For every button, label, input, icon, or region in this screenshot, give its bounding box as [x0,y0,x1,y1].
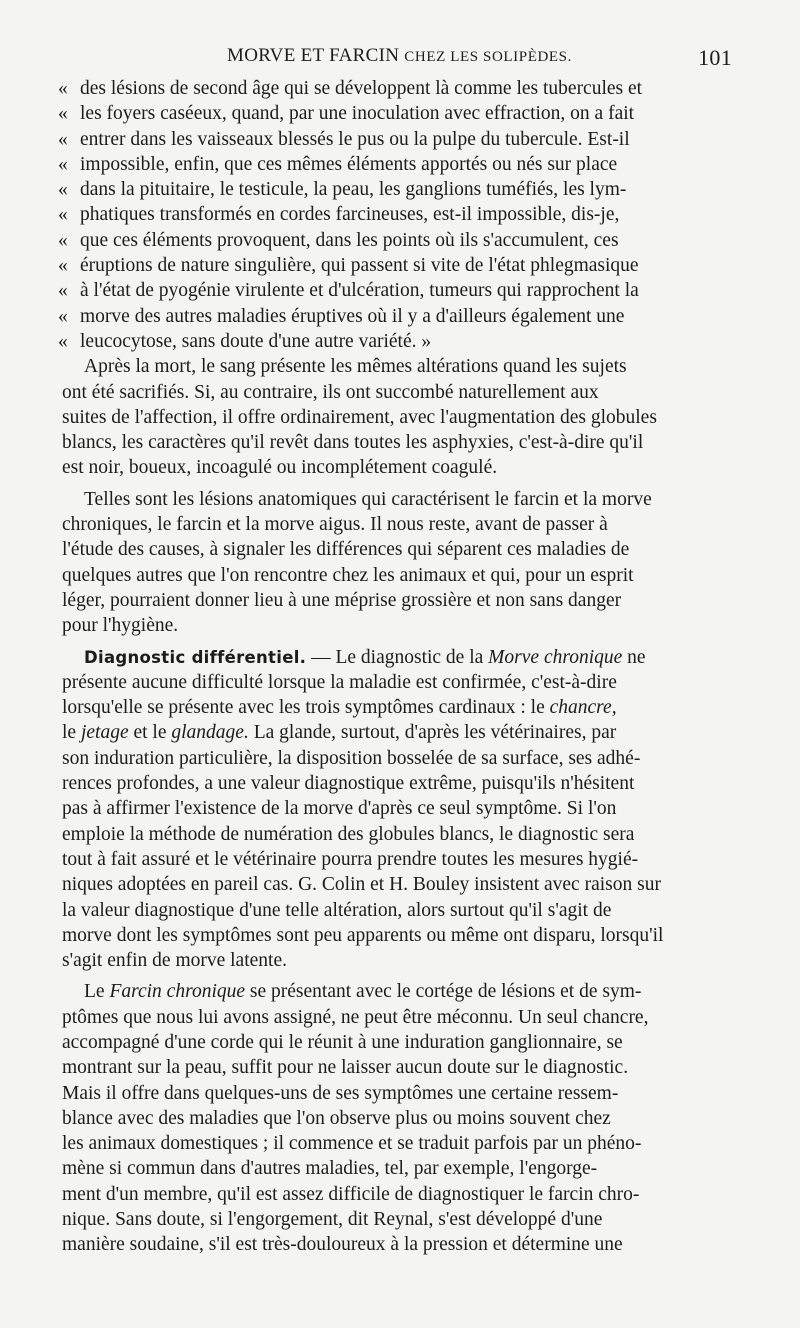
text-line: tout à fait assuré et le vétérinaire pourra prendre toutes les mesures hygié- [62,848,639,870]
quote-mark: « [58,204,68,226]
italic-term: chancre, [549,697,617,719]
text-line: Mais il offre dans quelques-uns de ses symptômes une certaine ressem- [62,1082,619,1104]
quote-line [58,177,732,202]
italic-term: Morve chronique [488,646,623,668]
quote-mark: « [58,229,68,251]
text-span: La glande, surtout, d'après les vétérinaires, par [248,722,617,744]
quote-text: des lésions de second âge qui se développent là comme les tubercules et [80,78,643,99]
quote-text: que ces éléments provoquent, dans les points où ils s'accumulent, ces [80,229,619,251]
quote-line [58,127,732,152]
text-line [62,720,732,745]
text-line: la valeur diagnostique d'une telle altération, alors surtout qu'il s'agit de [62,899,612,921]
text-line: emploie la méthode de numération des globules blancs, le diagnostic sera [62,823,635,845]
header-title-main: MORVE ET FARCIN [227,45,400,66]
italic-term: jetage [80,722,129,744]
text-line: mène si commun dans d'autres maladies, tel, par exemple, l'engorge- [62,1158,598,1180]
text-line [62,695,732,720]
text-line: accompagné d'une corde qui le réunit à une induration ganglionnaire, se [62,1031,623,1053]
text-span: et le [128,722,172,744]
text-line [62,979,732,1004]
text-line: son induration particulière, la disposition bosselée de sa surface, ses adhé- [62,747,641,769]
quote-mark: « [58,103,68,125]
quote-line [58,76,732,101]
text-span: — Le diagnostic de la [306,646,489,668]
text-line: présente aucune difficulté lorsque la maladie est confirmée, c'est-à-dire [62,671,617,693]
quote-text: morve des autres maladies éruptives où il y a d'ailleurs également une [80,305,625,327]
paragraph-farcin [62,979,732,1257]
quote-text: les foyers caséeux, quand, par une inoculation avec effraction, on a fait [80,103,635,125]
text-line: s'agit enfin de morve latente. [62,950,287,972]
quote-line [58,278,732,303]
quote-text: à l'état de pyogénie virulente et d'ulcération, tumeurs qui rapprochent la [80,280,639,302]
text-line: chroniques, le farcin et la morve aigus. Il nous reste, avant de passer à [62,514,608,536]
page-number: 101 [698,45,732,70]
text-span: le [62,722,81,744]
header-title-small: CHEZ LES SOLIPÈDES. [404,49,572,65]
text-line: ptômes que nous lui avons assigné, ne peut être méconnu. Un seul chancre, [62,1006,649,1028]
quote-mark: « [58,255,68,277]
quote-text: dans la pituitaire, le testicule, la peau, les ganglions tuméfiés, les lym- [80,179,627,201]
quote-mark: « [58,330,68,352]
quote-line [58,228,732,253]
quote-line [58,304,732,329]
text-line: rences profondes, a une valeur diagnostique extrême, puisqu'ils n'hésitent [62,773,635,795]
diagnostic-rest [62,746,732,974]
quote-text: phatiques transformés en cordes farcineuses, est-il impossible, dis-je, [80,204,620,226]
quote-mark: « [58,153,68,175]
italic-term: Farcin chronique [109,981,246,1003]
quote-mark: « [58,128,68,150]
italic-term: glandage. [171,722,249,744]
text-line: pas à affirmer l'existence de la morve d'après ce seul symptôme. Si l'on [62,798,617,820]
section-heading: Diagnostic différentiel. [84,647,307,667]
text-line: pour l'hygiène. [62,615,179,637]
quote-text: éruptions de nature singulière, qui passent si vite de l'état phlegmasique [80,255,639,277]
text-span: ne [622,646,646,668]
quote-mark: « [58,78,68,99]
text-line: Telles sont les lésions anatomiques qui caractérisent le farcin et la morve [84,488,652,510]
running-header [62,45,732,73]
header-title [227,45,572,67]
text-line: suites de l'affection, il offre ordinairement, avec l'augmentation des globules [62,406,657,428]
quote-line [58,202,732,227]
text-line: léger, pourraient donner lieu à une méprise grossière et non sans danger [62,589,622,611]
text-span: lorsqu'elle se présente avec les trois symptômes cardinaux : le [62,697,550,719]
quote-line [58,329,732,354]
text-line [62,645,732,670]
quote-mark: « [58,179,68,201]
text-line: ont été sacrifiés. Si, au contraire, ils ont succombé naturellement aux [62,381,599,403]
text-line: manière soudaine, s'il est très-douloureux à la pression et détermine une [62,1234,623,1256]
text-line: blance avec des maladies que l'on observe plus ou moins souvent chez [62,1107,611,1129]
quote-mark: « [58,305,68,327]
quote-text: leucocytose, sans doute d'une autre variété. » [80,330,432,352]
paragraph-lesions [62,487,732,639]
text-line: l'étude des causes, à signaler les différences qui séparent ces maladies de [62,539,630,561]
text-line: nique. Sans doute, si l'engorgement, dit Reynal, s'est développé d'une [62,1209,603,1231]
text-line: niques adoptées en pareil cas. G. Colin et H. Bouley insistent avec raison sur [62,874,661,896]
text-line: montrant sur la peau, suffit pour ne laisser aucun doute sur le diagnostic. [62,1057,629,1079]
quote-line [58,101,732,126]
text-line: ment d'un membre, qu'il est assez difficile de diagnostiquer le farcin chro- [62,1183,640,1205]
text-line: morve dont les symptômes sont peu apparents ou même ont disparu, lorsqu'il [62,924,664,946]
text-line: est noir, boueux, incoagulé ou incomplétement coagulé. [62,457,498,479]
page-body [58,76,732,1258]
paragraph-after-death [62,354,732,480]
text-line: blancs, les caractères qu'il revêt dans toutes les asphyxies, c'est-à-dire qu'il [62,432,644,454]
quote-text: entrer dans les vaisseaux blessés le pus ou la pulpe du tubercule. Est-il [80,128,630,150]
quote-mark: « [58,280,68,302]
text-line: quelques autres que l'on rencontre chez les animaux et qui, pour un esprit [62,564,634,586]
text-line: Après la mort, le sang présente les mêmes altérations quand les sujets [84,356,627,378]
text-line: les animaux domestiques ; il commence et se traduit parfois par un phéno- [62,1133,642,1155]
quote-line [58,152,732,177]
text-span: Le [84,981,110,1003]
quote-text: impossible, enfin, que ces mêmes éléments apportés ou nés sur place [80,153,618,175]
quotation-block [58,76,732,354]
text-span: se présentant avec le cortége de lésions et de sym- [245,981,642,1003]
quote-line [58,253,732,278]
paragraph-diagnostic [62,645,732,974]
farcin-rest [62,1005,732,1258]
